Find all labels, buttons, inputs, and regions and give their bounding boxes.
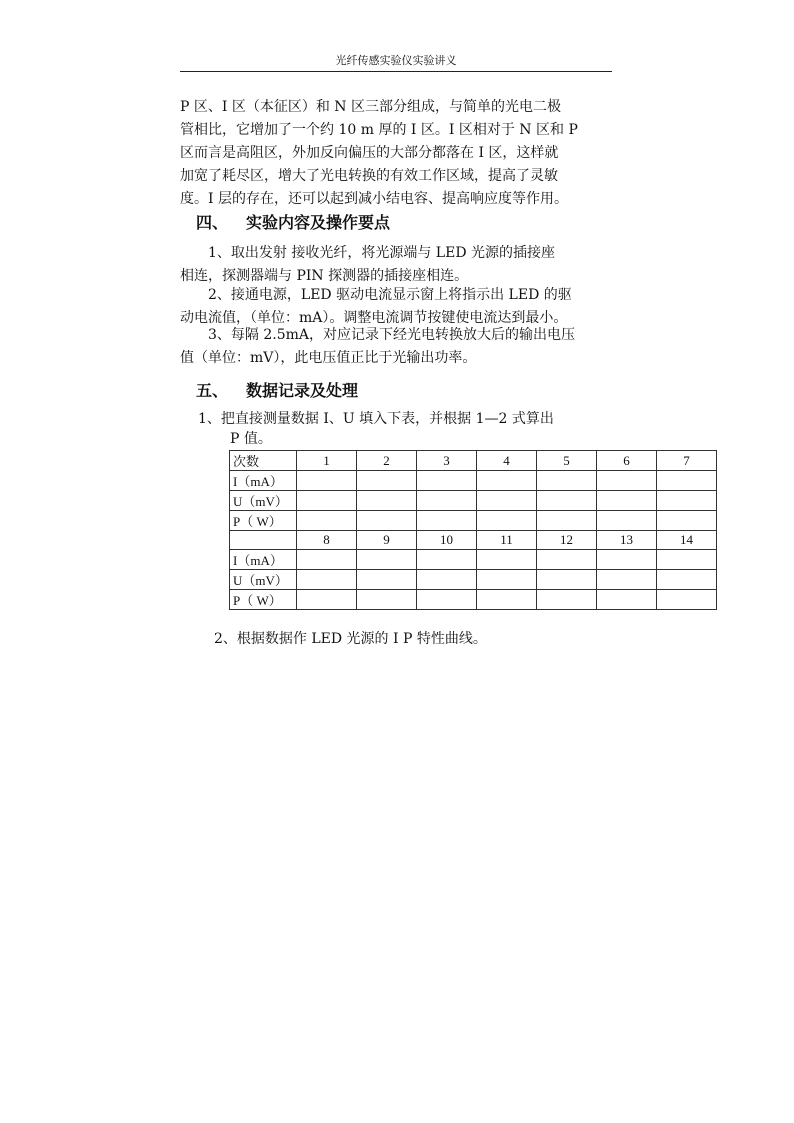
table-cell: 8 — [297, 531, 357, 550]
table-cell: 12 — [537, 531, 597, 550]
item-3-line-2: 值（单位：mV），此电压值正比于光输出功率。 — [180, 350, 477, 366]
section-4-number: 四、 — [196, 213, 229, 232]
table-row — [230, 511, 717, 531]
table-cell: 11 — [477, 531, 537, 550]
intro-line-2: 管相比，它增加了一个约 10 m 厚的 I 区。I 区相对于 N 区和 P — [180, 122, 578, 138]
row-label: U（mV） — [230, 491, 297, 511]
table-row — [230, 531, 717, 550]
table-cell: 1 — [297, 451, 357, 471]
item-2-line-1: 2、接通电源，LED 驱动电流显示窗上将指示出 LED 的驱 — [208, 287, 572, 303]
table-row — [230, 570, 717, 590]
s5-item-2-line: 2、根据数据作 LED 光源的 I P 特性曲线。 — [214, 631, 487, 647]
table-row — [230, 590, 717, 610]
section-5-item-1 — [180, 408, 612, 451]
table-cell: 5 — [537, 451, 597, 471]
section-5-heading — [196, 378, 358, 401]
section-4-title: 实验内容及操作要点 — [246, 213, 391, 232]
intro-line-3: 区而言是高阻区，外加反向偏压的大部分都落在 I 区，这样就 — [180, 145, 559, 161]
table-cell: 次数 — [230, 451, 297, 471]
item-1-line-2: 相连，探测器端与 PIN 探测器的插接座相连。 — [180, 268, 469, 284]
table-row — [230, 451, 717, 471]
section-5-number: 五、 — [196, 381, 229, 400]
table-cell: 14 — [657, 531, 717, 550]
data-table — [229, 450, 717, 610]
row-label: U（mV） — [230, 570, 297, 590]
item-3-line-1: 3、每隔 2.5mA，对应记录下经光电转换放大后的输出电压 — [208, 327, 576, 343]
row-label: P（ W） — [230, 590, 297, 610]
table-row — [230, 550, 717, 570]
table-cell: 10 — [417, 531, 477, 550]
table-cell: 2 — [357, 451, 417, 471]
row-label: I（mA） — [230, 550, 297, 570]
row-label: P（ W） — [230, 511, 297, 531]
s5-item-1-line-1: 1、把直接测量数据 I、U 填入下表，并根据 1—2 式算出 — [198, 411, 554, 427]
header-title: 光纤传感实验仪实验讲义 — [335, 54, 457, 67]
table-row — [230, 491, 717, 511]
intro-line-1: P 区、I 区（本征区）和 N 区三部分组成，与简单的光电二极 — [180, 99, 561, 115]
table-cell — [230, 531, 297, 550]
section-4-heading — [196, 210, 390, 233]
table-cell: 7 — [657, 451, 717, 471]
table-cell: 6 — [597, 451, 657, 471]
table-cell: 4 — [477, 451, 537, 471]
table-cell: 3 — [417, 451, 477, 471]
page-header — [180, 52, 612, 72]
item-1-line-1: 1、取出发射 接收光纤，将光源端与 LED 光源的插接座 — [208, 245, 555, 261]
table-cell: 13 — [597, 531, 657, 550]
item-2-line-2: 动电流值，（单位：mA）。调整电流调节按键使电流达到最小。 — [180, 310, 568, 326]
section-5-title: 数据记录及处理 — [246, 381, 359, 400]
section-5-item-2 — [180, 628, 612, 651]
section-4-item-3 — [180, 324, 612, 370]
table-row — [230, 471, 717, 491]
table-cell: 9 — [357, 531, 417, 550]
intro-line-5: 度。I 层的存在，还可以起到减小结电容、提高响应度等作用。 — [180, 191, 568, 207]
intro-line-4: 加宽了耗尽区，增大了光电转换的有效工作区域，提高了灵敏 — [180, 168, 558, 184]
section-4-item-1 — [180, 242, 612, 288]
s5-item-1-line-2: P 值。 — [230, 431, 272, 447]
intro-paragraph — [180, 96, 612, 211]
row-label: I（mA） — [230, 471, 297, 491]
